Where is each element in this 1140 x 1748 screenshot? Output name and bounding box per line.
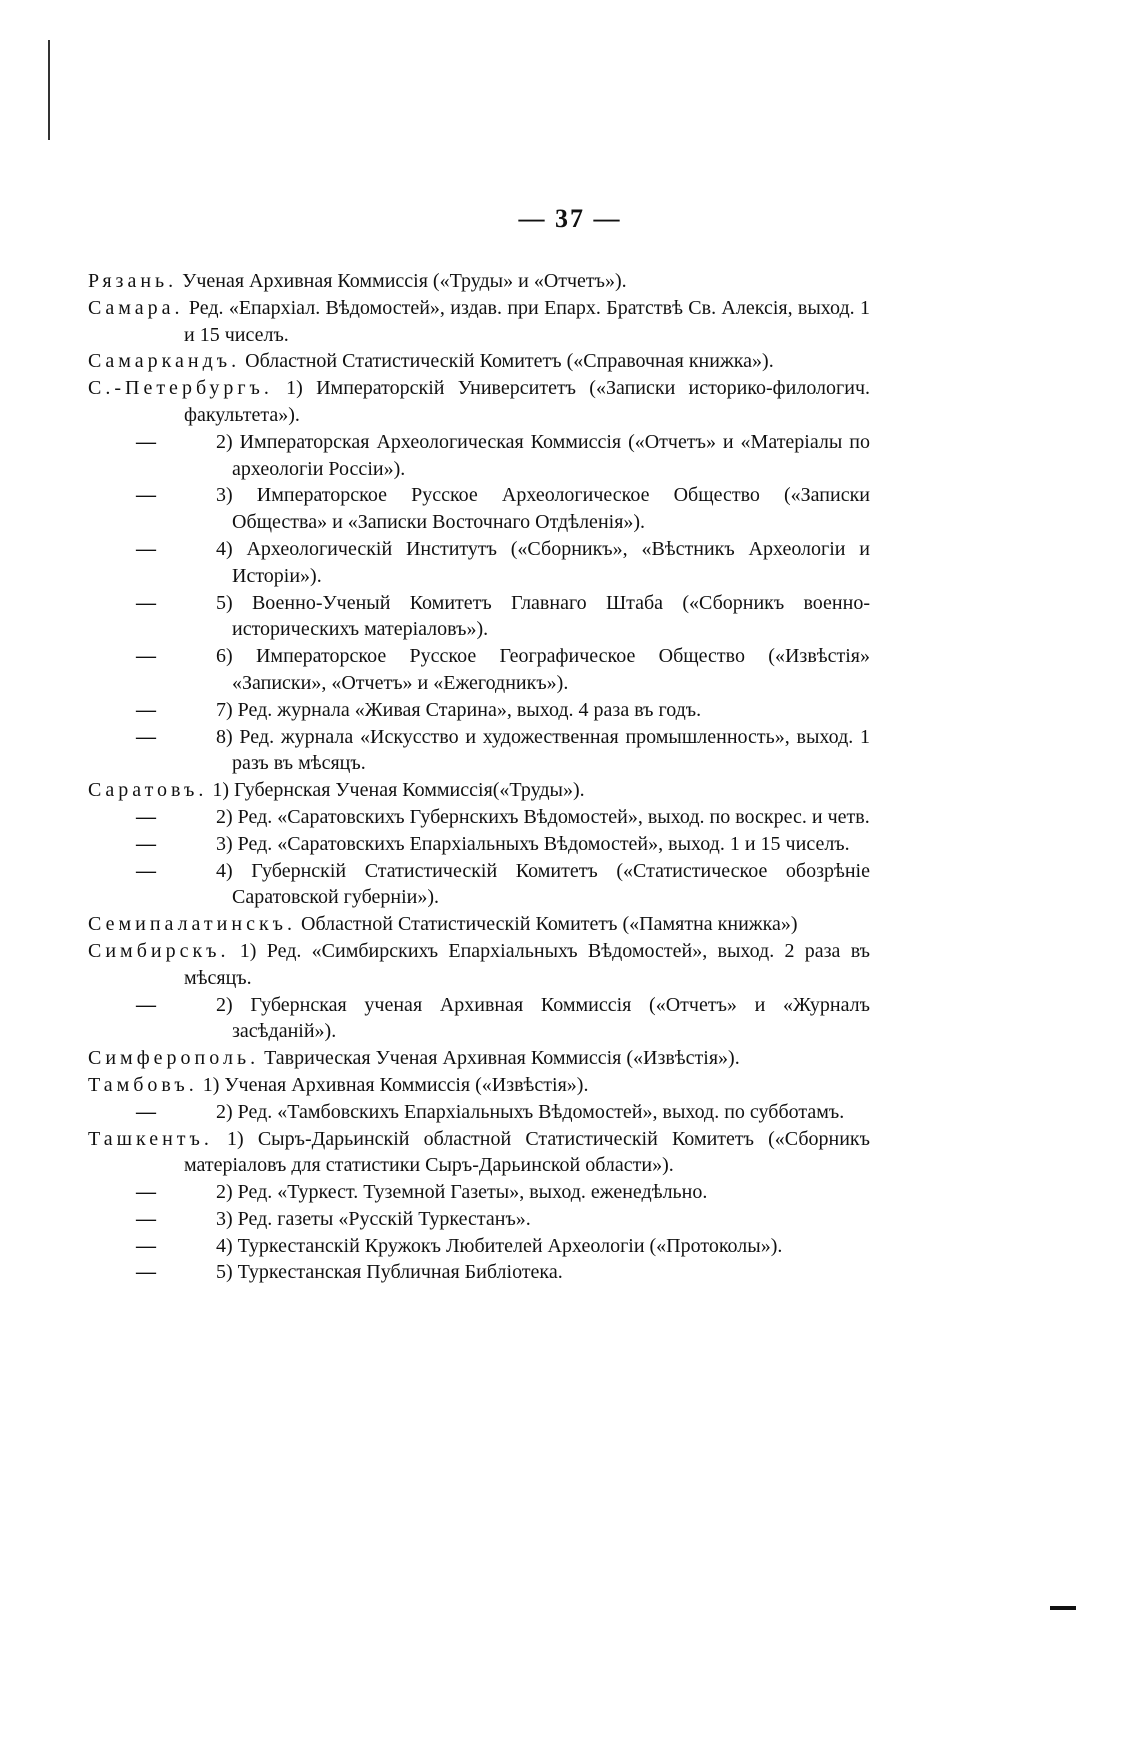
sub-entry-dash: — [136, 484, 156, 507]
scan-margin-line [48, 40, 50, 140]
sub-entry [88, 697, 870, 724]
city-name: Симбирскъ. [88, 939, 230, 962]
scan-margin-mark [1050, 1606, 1076, 1610]
sub-entry-dash: — [136, 993, 156, 1016]
entry-text: Ученая Архивная Коммиссія («Труды» и «Отчетъ»). [177, 270, 627, 292]
sub-entry-dash: — [136, 1207, 156, 1230]
entry-text: 1) Ред. «Симбирскихъ Епархіальныхъ Вѣдомостей», выход. 2 раза въ мѣсяцъ. [184, 939, 870, 989]
entry-text: Ред. «Епархіал. Вѣдомостей», издав. при Епарх. Братствѣ Св. Алексія, выход. 1 и 15 чиселъ. [183, 296, 870, 346]
sub-entry-text: 2) Ред. «Туркест. Туземной Газеты», выход. еженедѣльно. [216, 1181, 708, 1204]
entry-text: Областной Статистическій Комитетъ («Справочная книжка»). [240, 350, 774, 373]
city-entry [88, 1126, 870, 1180]
periodicals-list [88, 268, 870, 1286]
sub-entry-text: 2) Императорская Археологическая Коммиссія («Отчетъ» и «Матеріалы по археологіи Россіи»). [216, 430, 870, 480]
sub-entry-dash: — [136, 537, 156, 560]
entry-text: Областной Статистическій Комитетъ («Памятна книжка») [296, 913, 798, 936]
sub-entry-dash: — [136, 1234, 156, 1257]
sub-entry-dash: — [136, 591, 156, 614]
sub-entry [88, 643, 870, 697]
sub-entry-dash: — [136, 698, 156, 721]
sub-entry-text: 8) Ред. журнала «Искусство и художественная промышленность», выход. 1 разъ въ мѣсяцъ. [216, 725, 870, 775]
sub-entry-dash: — [136, 859, 156, 882]
sub-entry-text: 4) Губернскій Статистическій Комитетъ («Статистическое обозрѣніе Саратовской губерніи»). [216, 859, 870, 909]
sub-entry [88, 1206, 870, 1233]
sub-entry-dash: — [136, 832, 156, 855]
sub-entry [88, 590, 870, 644]
sub-entry-dash: — [136, 430, 156, 453]
city-name: Саратовъ. [88, 779, 208, 802]
sub-entry-text: 2) Ред. «Тамбовскихъ Епархіальныхъ Вѣдомостей», выход. по субботамъ. [216, 1100, 845, 1123]
city-name: Самаркандъ. [88, 350, 241, 373]
sub-entry-text: 2) Ред. «Саратовскихъ Губернскихъ Вѣдомостей», выход. по воскрес. и четв. [216, 805, 870, 828]
sub-entry-dash: — [136, 1181, 156, 1204]
entry-text: 1) Губернская Ученая Коммиссія(«Труды»). [207, 779, 585, 802]
city-entry [88, 1045, 870, 1072]
sub-entry-text: 4) Археологическій Институтъ («Сборникъ», «Вѣстникъ Археологіи и Исторіи»). [216, 537, 870, 587]
sub-entry-text: 6) Императорское Русское Географическое Общество («Извѣстія» «Записки», «Отчетъ» и «Ежегодникъ»). [216, 645, 870, 694]
sub-entry-dash: — [136, 1261, 156, 1284]
sub-entry-text: 5) Туркестанская Публичная Библіотека. [216, 1261, 563, 1284]
sub-entry-dash: — [136, 725, 156, 748]
sub-entry-text: 3) Ред. «Саратовскихъ Епархіальныхъ Вѣдомостей», выход. 1 и 15 чиселъ. [216, 832, 850, 855]
sub-entry [88, 1259, 870, 1286]
sub-entry [88, 831, 870, 858]
page-number: — 37 — [518, 204, 622, 233]
sub-entry-text: 2) Губернская ученая Архивная Коммиссія («Отчетъ» и «Журналъ засѣданій»). [216, 993, 870, 1043]
entry-text: 1) Ученая Архивная Коммиссія («Извѣстія»). [197, 1073, 589, 1096]
city-name: Тамбовъ. [88, 1073, 198, 1096]
sub-entry [88, 1179, 870, 1206]
sub-entry [88, 804, 870, 831]
entry-text: 1) Сыръ-Дарьинскій областной Статистическій Комитетъ («Сборникъ матеріаловъ для статистики Сыръ-Дарьинской области»). [184, 1127, 870, 1177]
sub-entry [88, 724, 870, 778]
sub-entry-text: 5) Военно-Ученый Комитетъ Главнаго Штаба («Сборникъ военно-историческихъ матеріаловъ»). [216, 591, 870, 641]
entry-text: 1) Императорскій Университетъ («Записки историко-филологич. факультета»). [184, 377, 870, 426]
sub-entry [88, 858, 870, 912]
city-name: Ташкентъ. [88, 1127, 213, 1150]
sub-entry [88, 429, 870, 483]
city-name: Самара. [88, 296, 184, 319]
sub-entry [88, 536, 870, 590]
sub-entry-text: 3) Императорское Русское Археологическое Общество («Записки Общества» и «Записки Восточнаго Отдѣленія»). [216, 484, 870, 534]
sub-entry-dash: — [136, 1100, 156, 1123]
city-name: Семипалатинскъ. [88, 913, 296, 936]
city-name: С.-Петербургъ. [88, 377, 273, 400]
sub-entry-text: 3) Ред. газеты «Русскій Туркестанъ». [216, 1207, 531, 1230]
city-name: Рязань. [88, 270, 178, 292]
entry-text: Таврическая Ученая Архивная Коммиссія («Извѣстія»). [259, 1047, 740, 1070]
sub-entry-dash: — [136, 645, 156, 668]
sub-entry-dash: — [136, 805, 156, 828]
city-entry [88, 777, 870, 804]
city-entry [88, 268, 870, 295]
city-entry [88, 348, 870, 375]
city-entry [88, 938, 870, 992]
city-name: Симферополь. [88, 1047, 260, 1070]
city-entry [88, 295, 870, 349]
city-entry [88, 911, 870, 938]
sub-entry [88, 992, 870, 1046]
sub-entry [88, 1233, 870, 1260]
sub-entry [88, 482, 870, 536]
city-entry [88, 375, 870, 429]
sub-entry [88, 1099, 870, 1126]
city-entry [88, 1072, 870, 1099]
sub-entry-text: 4) Туркестанскій Кружокъ Любителей Археологіи («Протоколы»). [216, 1234, 783, 1257]
sub-entry-text: 7) Ред. журнала «Живая Старина», выход. 4 раза въ годъ. [216, 698, 702, 721]
